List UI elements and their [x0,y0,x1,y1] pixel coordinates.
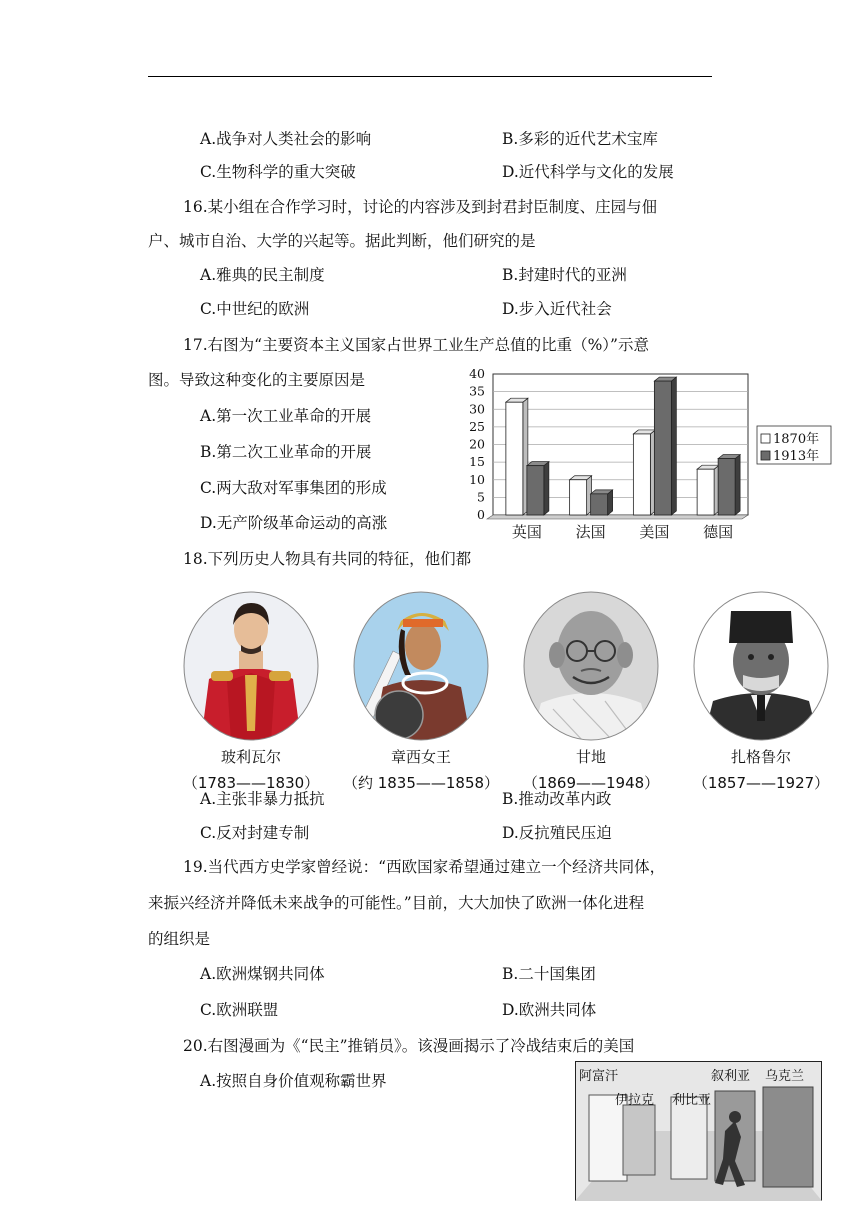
q18-option-b[interactable]: B.推动改革内政 [502,790,612,808]
figure-years-bolivar: （1783——1830） [182,774,320,792]
bar-1913年-美国 [654,381,671,515]
y-tick-label: 10 [469,471,485,487]
figure-years-zaghlul: （1857——1927） [692,774,830,792]
x-tick-label: 法国 [575,523,606,540]
bar-1870年-德国 [697,469,714,515]
q15-option-a[interactable]: A.战争对人类社会的影响 [200,130,372,148]
q17-option-d[interactable]: D.无产阶级革命运动的高涨 [200,514,388,532]
q19-option-c[interactable]: C.欧洲联盟 [200,1001,279,1019]
q19-option-d[interactable]: D.欧洲共同体 [502,1001,597,1019]
y-tick-label: 15 [469,454,485,470]
q17-option-c[interactable]: C.两大敌对军事集团的形成 [200,479,387,497]
legend-label: 1870年 [773,432,820,447]
zaghlul-portrait [693,591,829,741]
bar-side [735,455,740,515]
q16-option-b[interactable]: B.封建时代的亚洲 [502,266,627,284]
q18-option-d[interactable]: D.反抗殖民压迫 [502,824,612,842]
q16-stem-line2: 户、城市自治、大学的兴起等。据此判断，他们研究的是 [148,232,536,250]
q16-option-c[interactable]: C.中世纪的欧洲 [200,300,310,318]
y-tick-label: 35 [469,383,485,399]
q15-option-d[interactable]: D.近代科学与文化的发展 [502,163,674,181]
bar-1913年-法国 [591,494,608,515]
y-tick-label: 40 [469,368,485,381]
figure-years-gandhi: （1869——1948） [522,774,660,792]
x-tick-label: 德国 [703,523,734,540]
bar-1870年-英国 [506,402,523,515]
bar-1870年-法国 [570,480,587,515]
bar-side [544,462,549,515]
q16-option-d[interactable]: D.步入近代社会 [502,300,612,318]
y-tick-label: 20 [469,436,485,452]
cartoon-label-libya: 利比亚 [672,1093,712,1108]
bar-side [671,377,676,515]
q16-option-a[interactable]: A.雅典的民主制度 [200,266,325,284]
democracy-salesman-cartoon [575,1061,822,1201]
plot-floor [487,515,748,519]
rani-of-jhansi-portrait [353,591,489,741]
cartoon-label-ukraine: 乌克兰 [765,1069,805,1084]
cartoon-label-afghanistan: 阿富汗 [579,1069,619,1084]
q18-option-a[interactable]: A.主张非暴力抵抗 [200,790,325,808]
gandhi-portrait [523,591,659,741]
x-tick-label: 美国 [639,523,670,540]
q18-option-c[interactable]: C.反对封建专制 [200,824,310,842]
legend-label: 1913年 [773,449,820,464]
q20-option-a[interactable]: A.按照自身价值观称霸世界 [200,1072,387,1090]
q20-stem: 20.右图漫画为《“民主”推销员》。该漫画揭示了冷战结束后的美国 [183,1037,635,1055]
figure-name-bolivar: 玻利瓦尔 [220,748,281,766]
bar-1870年-美国 [633,434,650,515]
q16-stem-line1: 16.某小组在合作学习时，讨论的内容涉及到封君封臣制度、庄园与佃 [183,198,658,216]
y-tick-label: 25 [469,418,485,434]
figure-name-rani: 章西女王 [390,748,451,766]
q19-option-b[interactable]: B.二十国集团 [502,965,596,983]
legend-swatch [761,451,770,460]
figure-name-gandhi: 甘地 [575,748,606,766]
y-tick-label: 30 [469,401,485,417]
legend-swatch [761,434,770,443]
q19-stem-line1: 19.当代西方史学家曾经说：“西欧国家希望通过建立一个经济共同体， [183,858,666,876]
q19-option-a[interactable]: A.欧洲煤钢共同体 [200,965,325,983]
cartoon-label-iraq: 伊拉克 [615,1093,655,1108]
cartoon-label-syria: 叙利亚 [711,1069,751,1084]
header-rule [148,76,712,77]
q19-stem-line3: 的组织是 [148,930,211,948]
y-tick-label: 5 [477,489,485,505]
industry-share-bar-chart [455,368,850,540]
q15-option-c[interactable]: C.生物科学的重大突破 [200,163,356,181]
y-tick-label: 0 [477,507,485,522]
bar-1913年-德国 [718,459,735,515]
bar-1913年-英国 [527,466,544,515]
figure-years-rani: （约 1835——1858） [342,774,500,792]
q17-option-b[interactable]: B.第二次工业革命的开展 [200,443,372,461]
x-tick-label: 英国 [511,523,542,540]
q15-option-b[interactable]: B.多彩的近代艺术宝库 [502,130,658,148]
q19-stem-line2: 来振兴经济并降低未来战争的可能性。”目前，大大加快了欧洲一体化进程 [148,894,645,912]
q17-option-a[interactable]: A.第一次工业革命的开展 [200,407,372,425]
q17-stem-line1: 17.右图为“主要资本主义国家占世界工业生产总值的比重（%）”示意 [183,336,649,354]
bolivar-portrait [183,591,319,741]
figure-name-zaghlul: 扎格鲁尔 [730,748,791,766]
q17-stem-line2: 图。导致这种变化的主要原因是 [148,371,366,389]
q18-stem: 18.下列历史人物具有共同的特征，他们都 [183,550,472,568]
